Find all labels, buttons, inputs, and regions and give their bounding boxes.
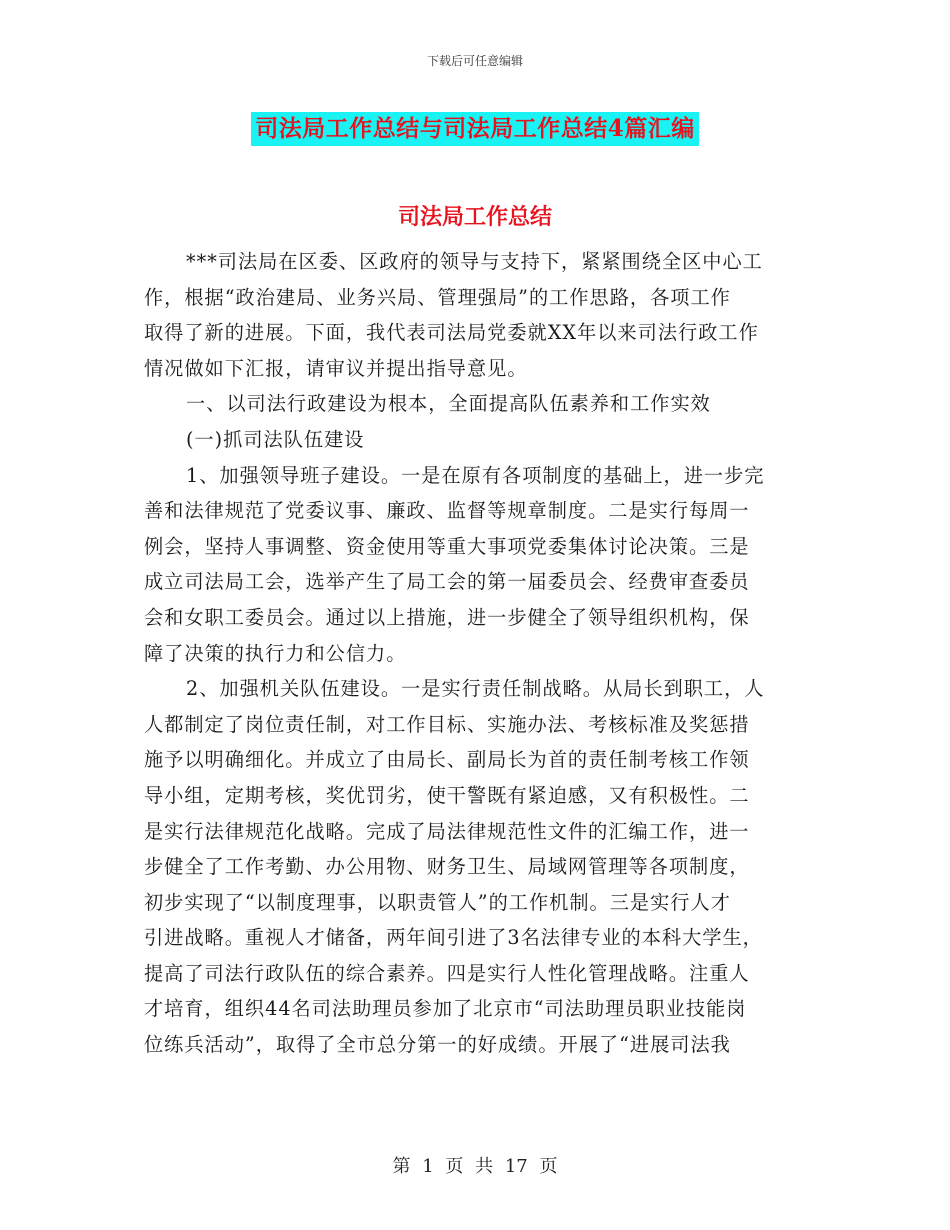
document-title: 司法局工作总结与司法局工作总结4篇汇编 <box>251 112 699 146</box>
paragraph-line: 才培育，组织44名司法助理员参加了北京市“司法助理员职业技能岗 <box>144 997 747 1021</box>
subheading-line: (一)抓司法队伍建设 <box>186 427 365 451</box>
paragraph-line: 善和法律规范了党委议事、廉政、监督等规章制度。二是实行每周一 <box>144 499 750 523</box>
paragraph-line: 2、加强机关队伍建设。一是实行责任制战略。从局长到职工，人 <box>186 677 765 701</box>
paragraph-line: 步健全了工作考勤、办公用物、财务卫生、局域网管理等各项制度， <box>144 855 750 879</box>
section-title: 司法局工作总结 <box>397 204 552 230</box>
paragraph-line: 初步实现了“以制度理事，以职责管人”的工作机制。三是实行人才 <box>144 890 731 914</box>
paragraph-line: 成立司法局工会，选举产生了局工会的第一届委员会、经费审查委员 <box>144 570 750 594</box>
paragraph-line: 施予以明确细化。并成立了由局长、副局长为首的责任制考核工作领 <box>144 748 750 772</box>
paragraph-line: 位练兵活动”，取得了全市总分第一的好成绩。开展了“进展司法我 <box>144 1033 731 1057</box>
heading-line: 一、以司法行政建设为根本，全面提高队伍素养和工作实效 <box>186 392 711 416</box>
paragraph-line: 导小组，定期考核，奖优罚劣，使干警既有紧迫感，又有积极性。二 <box>144 783 750 807</box>
document-title-wrap <box>0 112 950 146</box>
paragraph-line: 是实行法律规范化战略。完成了局法律规范性文件的汇编工作，进一 <box>144 819 750 843</box>
document-body <box>144 244 808 1063</box>
paragraph-line: 作，根据“政治建局、业务兴局、管理强局”的工作思路，各项工作 <box>144 285 731 309</box>
paragraph-line: 人都制定了岗位责任制，对工作目标、实施办法、考核标准及奖惩措 <box>144 712 750 736</box>
paragraph-line: 提高了司法行政队伍的综合素养。四是实行人性化管理战略。注重人 <box>144 961 750 985</box>
paragraph-line: 1、加强领导班子建设。一是在原有各项制度的基础上，进一步完 <box>186 463 765 487</box>
paragraph-line: 情况做如下汇报，请审议并提出指导意见。 <box>144 356 528 380</box>
paragraph-line: 会和女职工委员会。通过以上措施，进一步健全了领导组织机构，保 <box>144 605 750 629</box>
page-header-note: 下载后可任意编辑 <box>426 54 523 68</box>
paragraph-line: 障了决策的执行力和公信力。 <box>144 641 407 665</box>
paragraph-line: 取得了新的进展。下面，我代表司法局党委就XX年以来司法行政工作 <box>144 321 759 345</box>
page-footer: 第 1 页 共 17 页 <box>392 1156 558 1177</box>
paragraph-line: 例会，坚持人事调整、资金使用等重大事项党委集体讨论决策。三是 <box>144 534 750 558</box>
paragraph-line: 引进战略。重视人才储备，两年间引进了3名法律专业的本科大学生， <box>144 926 763 950</box>
paragraph-line: ***司法局在区委、区政府的领导与支持下，紧紧围绕全区中心工 <box>186 250 763 273</box>
